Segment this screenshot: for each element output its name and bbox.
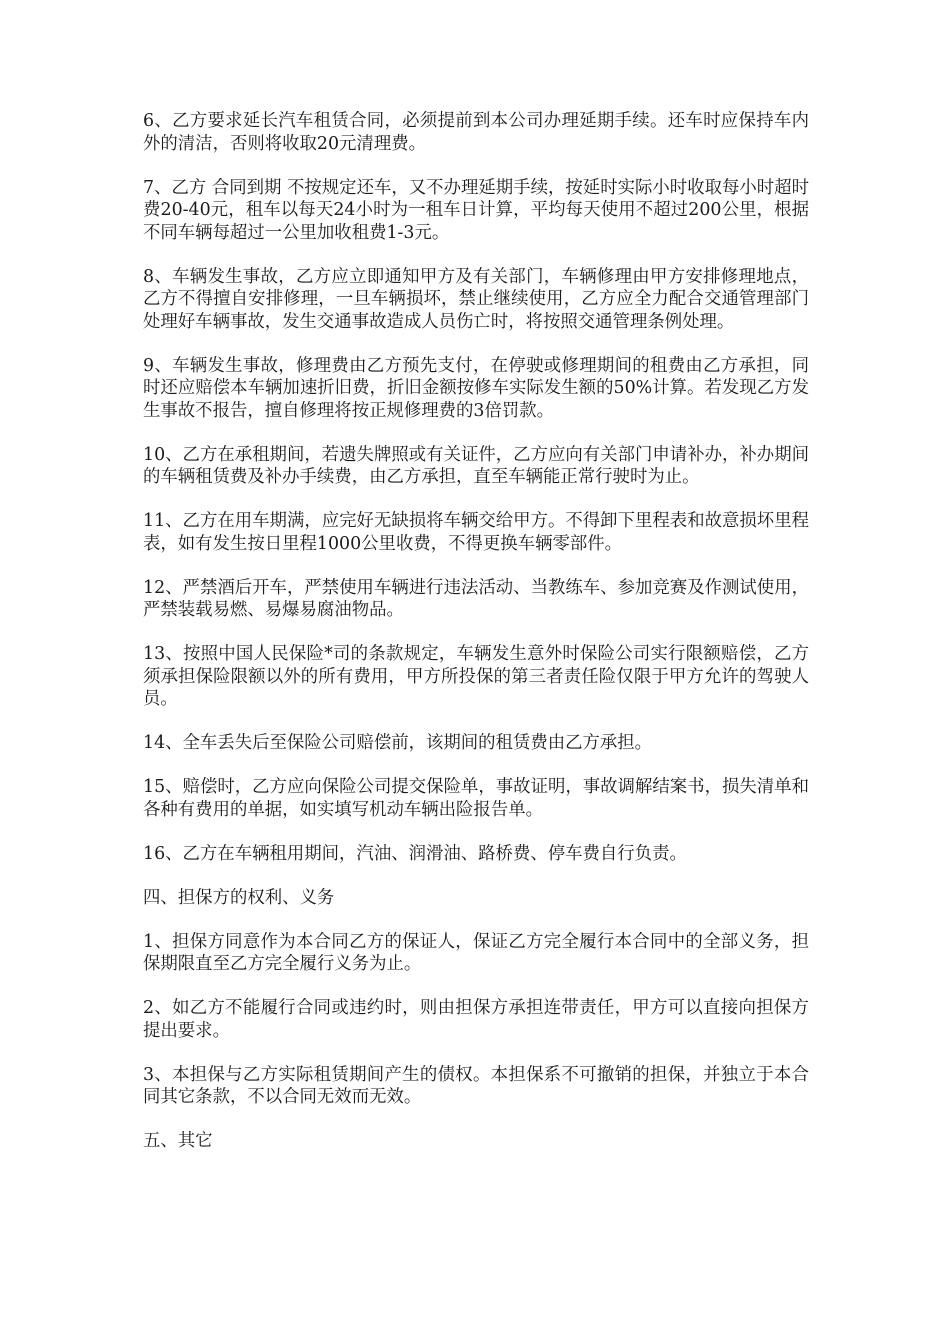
guarantor-clause-2: 2、如乙方不能履行合同或违约时，则由担保方承担连带责任，甲方可以直接向担保方提出要求。	[143, 998, 809, 1041]
guarantor-clause-1: 1、担保方同意作为本合同乙方的保证人，保证乙方完全履行本合同中的全部义务，担保期限直至乙方完全履行义务为止。	[143, 931, 809, 974]
guarantor-clause-3: 3、本担保与乙方实际租赁期间产生的债权。本担保系不可撤销的担保，并独立于本合同其它条款，不以合同无效而无效。	[143, 1064, 809, 1107]
document-page	[143, 110, 809, 1174]
clause-10: 10、乙方在承租期间，若遗失牌照或有关证件，乙方应向有关部门申请补办，补办期间的车辆租赁费及补办手续费，由乙方承担，直至车辆能正常行驶时为止。	[143, 444, 809, 487]
clause-7: 7、乙方 合同到期 不按规定还车，又不办理延期手续，按延时实际小时收取每小时超时费20-40元，租车以每天24小时为一租车日计算，平均每天使用不超过200公里，根据不同车辆每超过一公里加收租费1-3元。	[143, 177, 809, 243]
clause-9: 9、车辆发生事故，修理费由乙方预先支付，在停驶或修理期间的租费由乙方承担，同时还应赔偿本车辆加速折旧费，折旧金额按修车实际发生额的50%计算。若发现乙方发生事故不报告，擅自修理将按正规修理费的3倍罚款。	[143, 355, 809, 421]
clause-13: 13、按照中国人民保险*司的条款规定，车辆发生意外时保险公司实行限额赔偿，乙方须承担保险限额以外的所有费用，甲方所投保的第三者责任险仅限于甲方允许的驾驶人员。	[143, 644, 809, 709]
clause-8: 8、车辆发生事故，乙方应立即通知甲方及有关部门，车辆修理由甲方安排修理地点，乙方不得擅自安排修理，一旦车辆损坏，禁止继续使用，乙方应全力配合交通管理部门处理好车辆事故，发生交通事故造成人员伤亡时，将按照交通管理条例处理。	[143, 266, 809, 332]
clause-15: 15、赔偿时，乙方应向保险公司提交保险单，事故证明，事故调解结案书，损失清单和各种有费用的单据，如实填写机动车辆出险报告单。	[143, 777, 809, 820]
clause-6: 6、乙方要求延长汽车租赁合同，必须提前到本公司办理延期手续。还车时应保持车内外的清洁，否则将收取20元清理费。	[143, 111, 809, 154]
clause-11: 11、乙方在用车期满，应完好无缺损将车辆交给甲方。不得卸下里程表和故意损坏里程表，如有发生按日里程1000公里收费，不得更换车辆零部件。	[143, 511, 809, 554]
clause-12: 12、严禁酒后开车，严禁使用车辆进行违法活动、当教练车、参加竞赛及作测试使用，严禁装载易燃、易爆易腐油物品。	[143, 577, 809, 620]
clause-14: 14、全车丢失后至保险公司赔偿前，该期间的租赁费由乙方承担。	[143, 733, 653, 753]
section-heading-other: 五、其它	[143, 1131, 213, 1151]
section-heading-guarantor: 四、担保方的权利、义务	[143, 887, 335, 908]
clause-16: 16、乙方在车辆租用期间，汽油、润滑油、路桥费、停车费自行负责。	[143, 843, 687, 864]
